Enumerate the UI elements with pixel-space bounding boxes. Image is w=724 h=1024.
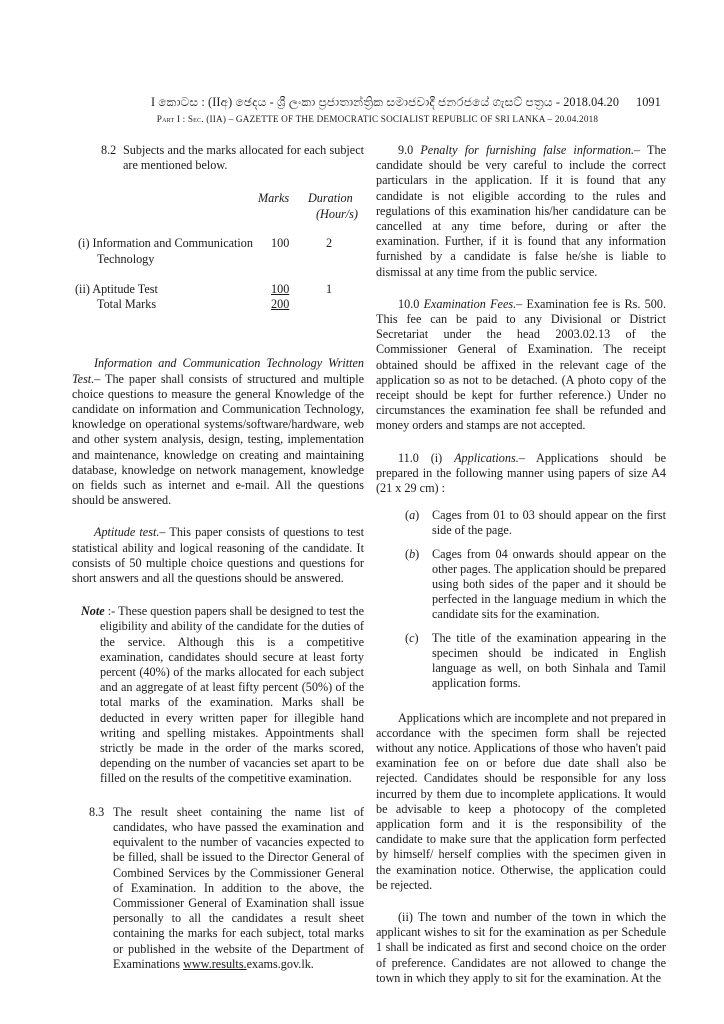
subject-marks: 100: [271, 236, 290, 251]
section-number: 8.2: [101, 143, 117, 157]
exam-town-paragraph: (ii) The town and number of the town in which the applicant wishes to sit for the examination as per Schedule 1 shall be indicated as first and second choice on the order of preference. Candidates are not allowed to change the town in which they apply to sit for the examination. At the: [376, 909, 666, 985]
right-column: [376, 143, 666, 986]
section-10-0: [376, 297, 666, 434]
note-text-block: [81, 604, 364, 786]
section-title: Applications.–: [454, 450, 525, 465]
list-item-text: Cages from 04 onwards should appear on the other pages. The application should be prepared using both sides of the paper and it should be perfected in the language medium in which the candidate sits for the examination.: [432, 546, 666, 622]
header-sec: Sec.: [187, 114, 204, 124]
duration-header-line1: Duration: [308, 191, 353, 206]
section-number: 8.3: [89, 804, 105, 819]
ict-text: The paper shall consists of structured and multiple choice questions to measure the general Knowledge of the candidate on information and Communication Technology, knowledge on operational systems/software/hardware, web and other system analysis, design, testing, implementation and maintenance, knowledge on creating and maintaining database, knowledge on network management, knowledge on fields such as internet and e-mail. All the questions should be answered.: [72, 371, 364, 508]
incomplete-applications-paragraph: Applications which are incomplete and not prepared in accordance with the specimen form shall be rejected without any notice. Applications of those who haven't paid examination fee on or before due date shall also be rejected. Candidates should be responsible for any loss incurred by them due to incomplete applications. It would be advisable to keep a photocopy of the completed application form and it is the responsibility of the candidate to make sure that the application form perfected by himself/ herself complies with the specimen given in the examination notice. Otherwise, the application could be rejected.: [376, 710, 666, 892]
ict-title: Information and Communication Technology Written Test.–: [72, 356, 364, 386]
total-marks: 200: [271, 297, 290, 312]
results-website-rest: exams.gov.lk.: [246, 956, 314, 971]
total-label: Total Marks: [97, 297, 157, 312]
note-block: [72, 604, 364, 786]
marks-table: [72, 191, 364, 343]
header-gazette-title: (IIA) – GAZETTE OF THE DEMOCRATIC SOCIALIST REPUBLIC OF SRI LANKA – 20.04.2018: [203, 114, 599, 124]
list-item-text: The title of the examination appearing in the specimen should be indicated in English language as well, on both Sinhala and Tamil application forms.: [432, 630, 666, 691]
note-label: Note: [81, 604, 105, 619]
results-website-link[interactable]: www.results.: [183, 956, 247, 971]
section-title: Examination Fees.–: [423, 296, 523, 311]
section-number: 10.0: [398, 296, 420, 311]
ict-paragraph: [72, 356, 364, 508]
section-8-3: [72, 805, 364, 972]
section-8-2: [72, 143, 364, 173]
note-text: :- These question papers shall be designed to test the eligibility and ability of the candidate for the duties of the service. Although this is a competitive examination, candidates should secure at least forty percent (40%) of the marks allocated for each subject and an aggregate of at least fifty percent (50%) of the total marks of the examination. Marks shall be deducted in every written paper for illegible hand writing and spelling mistakes. Appointments shall strictly be made in the order of the marks scored, depending on the number of vacancies set apart to be filled on the results of the competitive examination.: [100, 604, 364, 786]
subject-name: [78, 236, 258, 266]
subject-name-line1: (i) Information and Communication: [78, 236, 253, 251]
subject-name: (ii) Aptitude Test: [75, 282, 158, 297]
list-item-c: [376, 631, 666, 692]
section-text: The candidate should be very careful to include the correct particulars in the application. If it is found that any candidate is not eligible according to the rules and regulations of this examination his/her candidature can be cancelled at any time before, during or after the examination. Further, if it is found that any information furnished by a candidate is false he/she is liable to dismissal at any time from the public service.: [376, 143, 666, 279]
list-item-text: Cages from 01 to 03 should appear on the first side of the page.: [432, 508, 666, 538]
section-text-block: [113, 805, 364, 972]
section-number: 9.0: [398, 143, 414, 157]
section-number: 11.0: [398, 450, 419, 465]
subject-name-line2: Technology: [97, 251, 155, 266]
subject-marks: 100: [271, 282, 290, 297]
header-part: Part: [156, 114, 175, 124]
section-text: Applications should be prepared in the following manner using papers of size A4 (21 x 29 cm) :: [376, 450, 666, 496]
subject-duration: 1: [326, 282, 333, 297]
list-item-label: (c): [405, 630, 419, 645]
left-column: [72, 143, 364, 972]
list-item-b: [376, 547, 666, 623]
aptitude-title: Aptitude test.–: [94, 525, 166, 540]
header-part-number: I :: [174, 114, 188, 124]
aptitude-paragraph: [72, 525, 364, 586]
section-text: The result sheet containing the name list of candidates, who have passed the examination and equivalent to the number of vacancies expected to be filled, shall be issued to the Director General of Combined Services by the Commissioner General of Examination. In addition to the above, the Commissioner General of Examination shall issue personally to all the candidates a result sheet containing the marks for each subject, total marks or published in the website of the Department of Examinations: [113, 804, 364, 971]
duration-column-header: [308, 191, 368, 221]
list-item-a: [376, 508, 666, 538]
section-9-0: [376, 143, 666, 280]
section-11-0: [376, 451, 666, 497]
aptitude-text: This paper consists of questions to test statistical ability and logical reasoning of the candidate. It consists of 50 multiple choice questions and questions for short answers and all the questions should be answered.: [72, 525, 364, 586]
marks-column-header: Marks: [258, 191, 290, 206]
section-text: Examination fee is Rs. 500. This fee can be paid to any Divisional or District Secretariat under the head 2003.02.13 of the Commissioner General of Examination. The receipt obtained should be affixed in the relevant cage of the application so as not to be detached. (A photo copy of the receipt should be kept for further reference.) Under no circumstances the examination fee shall be refunded and money orders and stamps are not accepted.: [376, 296, 667, 433]
subject-duration: 2: [326, 236, 333, 251]
section-sub-number: (i): [430, 450, 443, 465]
header-sinhala-title: I කොටස : (IIඅ) ඡෙදය - ශ්‍රී ලංකා ප්‍රජාතාන්ත්‍රික සමාජවාදී ජනරජයේ ගැසට් පත්‍රය - 2018.04.20: [150, 95, 620, 109]
header-english-title: [90, 114, 665, 124]
duration-header-line2: (Hour/s): [316, 206, 358, 221]
section-title: Penalty for furnishing false information.–: [420, 143, 641, 157]
list-item-label: (a): [405, 508, 420, 523]
section-text: Subjects and the marks allocated for each subject are mentioned below.: [123, 143, 364, 173]
list-item-label: (b): [405, 546, 420, 561]
page-number: 1091: [636, 95, 661, 109]
